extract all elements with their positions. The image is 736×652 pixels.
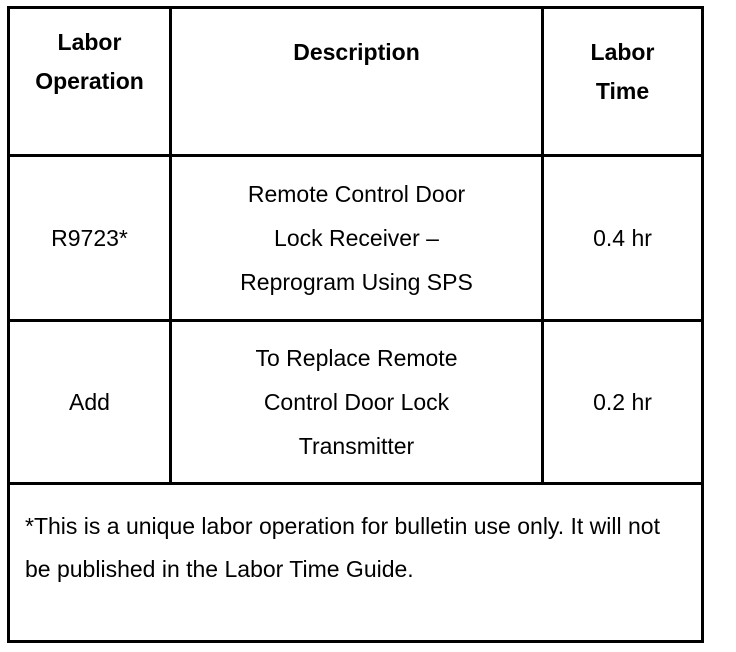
cell-description: Remote Control Door Lock Receiver – Reprogram Using SPS <box>172 157 544 319</box>
header-labor-time: Labor Time <box>590 39 655 104</box>
table-footnote: *This is a unique labor operation for bulletin use only. It will not be published in the Labor Time Guide. <box>25 513 660 582</box>
header-description: Description <box>172 9 544 154</box>
labor-operation-table <box>7 6 704 643</box>
cell-labor-time: 0.4 hr <box>593 225 652 251</box>
cell-labor-time: 0.2 hr <box>593 389 652 415</box>
table-row <box>10 322 701 485</box>
cell-labor-operation: Add <box>10 322 172 482</box>
cell-description: To Replace Remote Control Door Lock Transmitter <box>172 322 544 482</box>
table-row <box>10 157 701 322</box>
table-header-row <box>10 9 701 157</box>
header-labor-operation: Labor Operation <box>10 9 172 154</box>
cell-labor-operation: R9723* <box>10 157 172 319</box>
